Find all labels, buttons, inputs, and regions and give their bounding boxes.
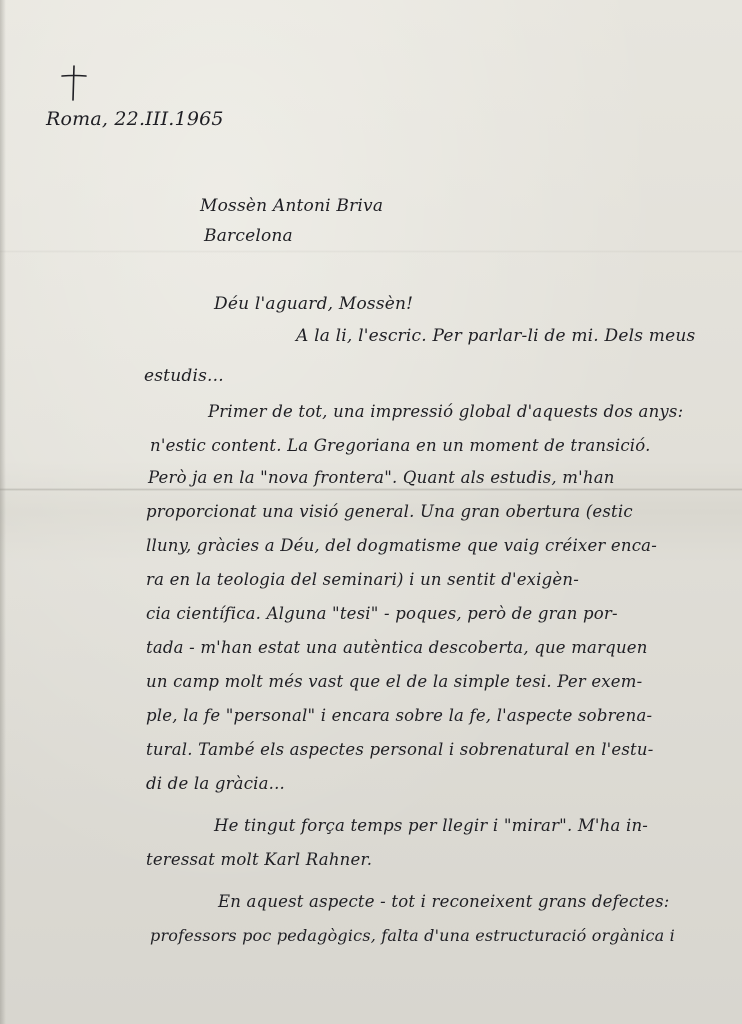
body-line: He tingut força temps per llegir i "mirar". M'ha in- [214,816,649,835]
body-line: ple, la fe "personal" i encara sobre la fe, l'aspecte sobrena- [146,706,653,725]
body-line: tada - m'han estat una autèntica descoberta, que marquen [146,638,648,657]
body-line: ra en la teologia del seminari) i un sentit d'exigèn- [146,570,579,589]
body-line: di de la gràcia... [146,774,285,793]
body-line: En aquest aspecte - tot i reconeixent grans defectes: [218,892,670,911]
body-line: un camp molt més vast que el de la simple tesi. Per exem- [146,672,643,691]
body-line: Però ja en la "nova frontera". Quant als estudis, m'han [148,468,615,487]
recipient-city: Barcelona [204,226,293,246]
cross-icon [60,64,88,102]
recipient-name: Mossèn Antoni Briva [200,196,384,216]
body-line: A la li, l'escric. Per parlar-li de mi. Dels meus [296,326,696,346]
paper-fold-line [0,488,742,491]
body-line: estudis... [144,366,224,386]
body-line: professors poc pedagògics, falta d'una estructuració orgànica i [150,926,675,945]
letter-date: Roma, 22.III.1965 [46,108,224,130]
paper-fold-line [0,250,742,253]
body-line: tural. També els aspectes personal i sobrenatural en l'estu- [146,740,654,759]
letter-greeting: Déu l'aguard, Mossèn! [214,294,414,314]
page-edge-shadow [0,0,6,1024]
body-line: lluny, gràcies a Déu, del dogmatisme que vaig créixer enca- [146,536,657,555]
body-line: teressat molt Karl Rahner. [146,850,373,869]
body-line: Primer de tot, una impressió global d'aquests dos anys: [208,402,684,421]
body-line: n'estic content. La Gregoriana en un moment de transició. [150,436,651,455]
body-line: proporcionat una visió general. Una gran obertura (estic [146,502,633,521]
body-line: cia científica. Alguna "tesi" - poques, però de gran por- [146,604,618,623]
